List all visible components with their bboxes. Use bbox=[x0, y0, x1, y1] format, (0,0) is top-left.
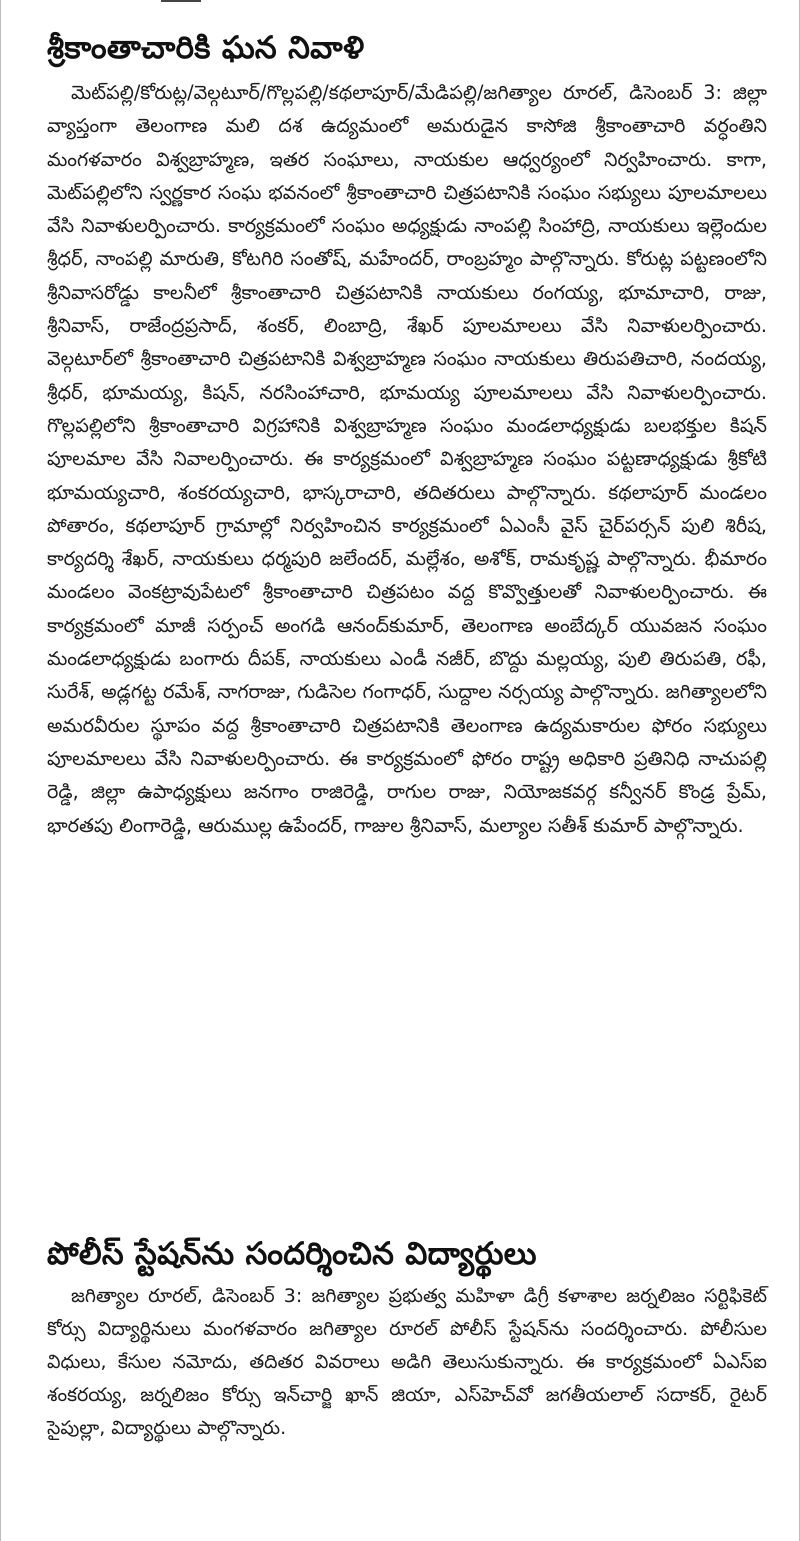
article-headline: పోలీస్ స్టేషన్‌ను సందర్శించిన విద్యార్థులు bbox=[47, 1236, 537, 1272]
article-body: జగిత్యాల రూరల్, డిసెంబర్ 3: జగిత్యాల ప్రభుత్వ మహిళా డిగ్రీ కళాశాల జర్నలిజం సర్టిఫికెట్ కోర్సు విద్యార్థినులు మంగళవారం జగిత్యాల రూరల్ పోలీస్ స్టేషన్‌ను సందర్శించారు. పోలీసుల విధులు, కేసుల నమోదు, తదితర వివరాలు అడిగి తెలుసుకున్నారు. ఈ కార్యక్రమంలో ఏఎస్ఐ శంకరయ్య, జర్నలిజం కోర్సు ఇన్‌చార్జి ఖాన్ జియా, ఎస్‌హెచ్‌వో జగతీయలాల్ సదాకర్, రైటర్ సైపుల్లా, విద్యార్థులు పాల్గొన్నారు. bbox=[47, 1285, 767, 1439]
article-srikanthachari-tribute bbox=[47, 26, 767, 842]
cropped-next-headline bbox=[49, 1522, 349, 1541]
article-body: మెట్‌పల్లి/కోరుట్ల/వెల్గటూర్/గొల్లపల్లి/కథలాపూర్/మేడిపల్లి/జగిత్యాల రూరల్, డిసెంబర్ 3: జిల్లా వ్యాప్తంగా తెలంగాణ మలి దశ ఉద్యమంలో అమరుడైన కాసోజి శ్రీకాంతాచారి వర్ధంతిని మంగళవారం విశ్వబ్రాహ్మణ, ఇతర సంఘాలు, నాయకుల ఆధ్వర్యంలో నిర్వహించారు. కాగా, మెట్‌పల్లిలోని స్వర్ణకార సంఘ భవనంలో శ్రీకాంతాచారి చిత్రపటానికి సంఘం సభ్యులు పూలమాలలు వేసి నివాళులర్పించారు. కార్యక్రమంలో సంఘం అధ్యక్షుడు నాంపల్లి సింహాద్రి, నాయకులు ఇల్లెందుల శ్రీధర్, నాంపల్లి మారుతి, కోటగిరి సంతోష్, మహేందర్, రాంబ్రహ్మం పాల్గొన్నారు. కోరుట్ల పట్టణంలోని శ్రీనివాసరోడ్డు కాలనీలో శ్రీకాంతాచారి చిత్రపటానికి నాయకులు రంగయ్య, భూమాచారి, రాజు, శ్రీనివాస్, రాజేంద్రప్రసాద్, శంకర్, లింబాద్రి, శేఖర్ పూలమాలలు వేసి నివాళులర్పించారు. వెల్గటూర్‌లో శ్రీకాంతాచారి చిత్రపటానికి విశ్వబ్రాహ్మణ సంఘం నాయకులు తిరుపతిచారి, నందయ్య, శ్రీధర్, భూమయ్య, కిషన్, నరసింహాచారి, భూమయ్య పూలమాలలు వేసి నివాళులర్పించారు. గొల్లపల్లిలోని శ్రీకాంతాచారి విగ్రహానికి విశ్వబ్రాహ్మణ సంఘం మండలాధ్యక్షుడు బలభక్తుల కిషన్ పూలమాల వేసి నివాలర్పించారు. ఈ కార్యక్రమంలో విశ్వబ్రాహ్మణ సంఘం పట్టణాధ్యక్షుడు శ్రీకోటి భూమయ్యచారి, శంకరయ్యచారి, భాస్కరాచారి, తదితరులు పాల్గొన్నారు. కథలాపూర్ మండలం పోతారం, కథలాపూర్ గ్రామాల్లో నిర్వహించిన కార్యక్రమంలో ఏఎంసీ వైస్ చైర్‌పర్సన్ పులి శిరీష, కార్యదర్శి శేఖర్, నాయకులు ధర్మపురి జలేందర్, మల్లేశం, అశోక్, రామకృష్ణ పాల్గొన్నారు. భీమారం మండలం వెంకట్రావుపేటలో శ్రీకాంతాచారి చిత్రపటం వద్ద కొవ్వొత్తులతో నివాళులర్పించారు. ఈ కార్యక్రమంలో మాజీ సర్పంచ్ అంగడి ఆనంద్‌కుమార్, తెలంగాణ అంబేద్కర్ యువజన సంఘం మండలాధ్యక్షుడు బంగారు దీపక్, నాయకులు ఎండీ నజీర్, బొద్దు మల్లయ్య, పులి తిరుపతి, రఫీ, సురేశ్, అడ్లగట్ట రమేశ్, నాగరాజు, గుడిసెల గంగాధర్, సుద్దాల నర్సయ్య పాల్గొన్నారు. జగిత్యాలలోని అమరవీరుల స్థూపం వద్ద శ్రీకాంతాచారి చిత్రపటానికి తెలంగాణ ఉద్యమకారుల ఫోరం సభ్యులు పూలమాలలు వేసి నివాళులర్పించారు. ఈ కార్యక్రమంలో ఫోరం రాష్ట్ర అధికారి ప్రతినిధి నాచుపల్లి రెడ్డి, జిల్లా ఉపాధ్యక్షులు జనగాం రాజిరెడ్డి, రాగుల రాజు, నియోజకవర్గ కన్వీనర్ కొండ్ర ప్రేమ్, భారతపు లింగారెడ్డి, ఆరుముల్ల ఉపేందర్, గాజుల శ్రీనివాస్, మల్యాల సతీశ్ కుమార్ పాల్గొన్నారు. bbox=[47, 81, 767, 837]
cropped-top-text bbox=[161, 0, 201, 2]
cropped-headline-fragment bbox=[49, 1522, 349, 1541]
article-headline: శ్రీకాంతాచారికి ఘన నివాళి bbox=[47, 30, 365, 66]
article-police-station-visit bbox=[47, 1232, 767, 1445]
